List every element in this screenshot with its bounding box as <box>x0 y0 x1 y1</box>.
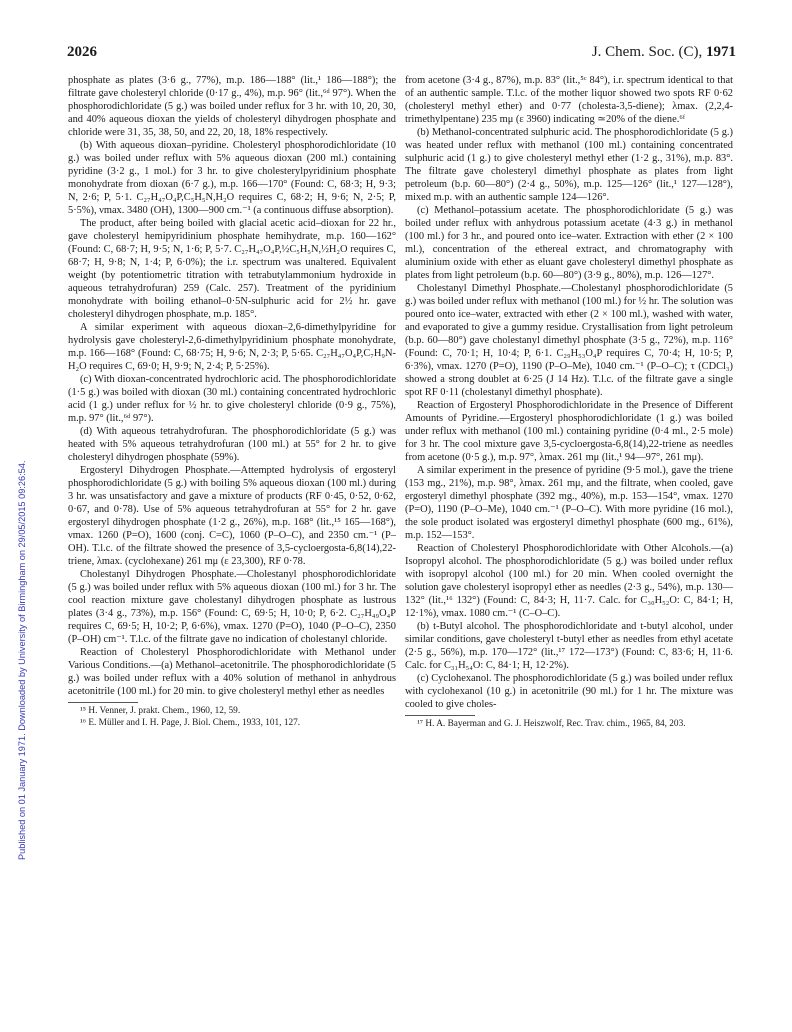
paragraph: (d) With aqueous tetrahydrofuran. The phosphorodichloridate (5 g.) was heated with 5% aqueous tetrahydrofuran (100 ml.) at 55° for 2 hr. to give cholesteryl dihydrogen phosphate (59%). <box>68 426 396 463</box>
paragraph: phosphate as plates (3·6 g., 77%), m.p. 186—188° (lit.,¹ 186—188°); the filtrate gave cholesteryl chloride (0·17 g., 4%), m.p. 96° (lit.,⁶ᵈ 97°). When the phosphorodichloridate (5 g.) was boiled under reflux for 3 hr. with 10, 20, 30, and 40% aqueous dioxan the yields of cholesteryl dihydrogen phosphate and chloride were 31, 35, 38, 50, and 22, 20, 18, 18% respectively. <box>68 75 396 138</box>
download-notice <box>6 180 27 860</box>
journal-name: J. Chem. Soc. (C), <box>591 44 703 60</box>
paragraph: A similar experiment in the presence of pyridine (9·5 mol.), gave the triene (153 mg., 21%), m.p. 98°, λmax. 261 mμ, and the filtrate, when cooled, gave ergosteryl dimethyl phosphate (392 mg., 40%), m.p. 153—154°, νmax. 1270 (P=O), 1190 (P–O–Me), 1040 cm.⁻¹ (P–O–C). With more pyridine (16 mol.), the sole product isolated was ergosteryl dimethyl phosphate (600 mg., 61%), m.p. 152—153°. <box>405 465 733 541</box>
paragraph: Reaction of Ergosteryl Phosphorodichloridate in the Presence of Different Amounts of Pyridine.—Ergosteryl phosphorodichloridate (1 g.) was boiled under reflux with methanol (100 ml.) containing pyridine (0·4 ml., 2·5 mole) for 3 hr. The cool mixture gave 3,5-cycloergosta-6,8(14),22-triene as needles from acetone (0·5 g.), m.p. 97°, λmax. 261 mμ (lit.,¹ 94—97°, 261 mμ). <box>405 400 733 463</box>
paragraph: (c) Methanol–potassium acetate. The phosphorodichloridate (5 g.) was boiled under reflux with anhydrous potassium acetate (4·3 g.) in methanol (100 ml.) for 3 hr., and poured onto ice–water. Extraction with ether (2 × 100 ml.), concentration of the ethereal extract, and chromatography with aluminium oxide with ether as eluant gave cholesteryl dimethyl phosphate as plates from light petroleum (b.p. 60—80°) (3·9 g., 80%), m.p. 126—127°. <box>405 205 733 281</box>
paragraph: (b) t-Butyl alcohol. The phosphorodichloridate and t-butyl alcohol, under similar conditions, gave cholesteryl t-butyl ether as needles from ethyl acetate (2·5 g., 56%), m.p. 170—172° (lit.,¹⁷ 172—173°) (Found: C, 83·6; H, 11·6. Calc. for C₃₁H₅₄O: C, 84·1; H, 12·2%). <box>405 621 733 671</box>
footnote: ¹⁵ H. Venner, J. prakt. Chem., 1960, 12, 59. <box>80 706 241 716</box>
paragraph: Reaction of Cholesteryl Phosphorodichloridate with Methanol under Various Conditions.—(a) Methanol–acetonitrile. The phosphorodichloridate (5 g.) was boiled under reflux with a 40% solution of methanol in anhydrous acetonitrile (100 ml.) for 20 min. to give cholesteryl methyl ether as needles <box>68 647 396 697</box>
paragraph: (b) With aqueous dioxan–pyridine. Cholesteryl phosphorodichloridate (10 g.) was boiled under reflux with 5% aqueous dioxan (200 ml.) containing pyridine (3·2 g., 1 mol.) for 3 hr. to give cholesterylpyridinium phosphate monohydrate from dioxan (6·7 g.), m.p. 166—170° (Found: C, 68·3; H, 9·3; N, 2·6; P, 5·1. C₂₇H₄₇O₄P,C₅H₅N,H₂O requires C, 68·2; H, 9·6; N, 2·5; P, 5·5%), νmax. 3480 (OH), 1300—900 cm.⁻¹ (a continuous diffuse absorption). <box>68 140 396 216</box>
footnote: ¹⁶ E. Müller and I. H. Page, J. Biol. Chem., 1933, 101, 127. <box>80 717 301 728</box>
paragraph: (b) Methanol-concentrated sulphuric acid. The phosphorodichloridate (5 g.) was heated under reflux with methanol (100 ml.) containing concentrated sulphuric acid (1 g.) to give cholesteryl methyl ether (1·2 g., 31%), m.p. 83°. The filtrate gave cholesteryl dimethyl phosphate as plates from light petroleum (b.p. 60—80°) (2·4 g., 50%), m.p. 125—126° (lit.,¹ 127—128°), mixed m.p. with an authentic sample 124—126°. <box>405 127 733 203</box>
paragraph: Cholestanyl Dihydrogen Phosphate.—Cholestanyl phosphorodichloridate (5 g.) was boiled under reflux with 5% aqueous dioxan (100 ml.) for 3 hr. The cool reaction mixture gave cholestanyl dihydrogen phosphate as lustrous plates (3·4 g., 73%), m.p. 156° (Found: C, 69·5; H, 10·0; P, 6·2. C₂₇H₄₉O₄P requires C, 69·5; H, 10·2; P, 6·6%), νmax. 1270 (P=O), 1040 (P–O–C), 2350 (P–OH) cm⁻¹. T.l.c. of the filtrate gave no indication of cholestanyl chloride. <box>68 569 396 645</box>
footnote: ¹⁷ H. A. Bayerman and G. J. Heiszwolf, Rec. Trav. chim., 1965, 84, 203. <box>417 719 686 729</box>
paragraph: from acetone (3·4 g., 87%), m.p. 83° (lit.,⁵ᶜ 84°), i.r. spectrum identical to that of an authentic sample. T.l.c. of the mother liquor showed two spots RF 0·62 (cholesteryl methyl ether) and 0·77 (cholesta-3,5-diene); λmax. (2,2,4-trimethylpentane) 235 mμ (ε 3960) indicating ≃20% of the diene.⁶ᶠ <box>405 75 733 125</box>
paragraph: The product, after being boiled with glacial acetic acid–dioxan for 22 hr., gave cholesteryl hemipyridinium phosphate hemihydrate, m.p. 160—162° (Found: C, 68·7; H, 9·5; N, 1·6; P, 5·7. C₂₇H₄₇O₄P,½C₅H₅N,½H₂O requires C, 68·7; H, 9·8; N, 1·4; P, 6·0%); the i.r. spectrum was unaltered. Equivalent weight (by potentiometric titration with tetrabutylammonium hydroxide in aqueous tetrahydrofuran) 259 (Calc. 257). Treatment of the pyridinium monohydrate with boiling ethanol–0·5N-sulphuric acid for 2½ hr. gave cholesteryl dihydrogen phosphate, m.p. 185°. <box>68 218 396 320</box>
footnote-rule <box>68 702 138 703</box>
download-notice-text[interactable]: Published on 01 January 1971. Downloaded by University of Birmingham on 29/05/2015 09:26:54. <box>17 460 27 860</box>
paragraph: (c) With dioxan-concentrated hydrochloric acid. The phosphorodichloridate (1·5 g.) was boiled with dioxan (30 ml.) containing concentrated hydrochloric acid (1 g.) under reflux for ½ hr. to give cholesteryl chloride (0·9 g., 75%), m.p. 97° (lit.,⁶ᵈ 97°). <box>68 374 396 424</box>
journal-year: 1971 <box>706 44 736 60</box>
paragraph: Ergosteryl Dihydrogen Phosphate.—Attempted hydrolysis of ergosteryl phosphorodichloridate (5 g.) with boiling 5% aqueous dioxan (100 ml.) during 3 hr. was unsatisfactory and gave a mixture of products (RF 0·45, 0·52, 0·62, 0·67, and 0·78). Use of 5% aqueous tetrahydrofuran at 55° for 2 hr. gave ergosteryl dihydrogen phosphate (1·2 g., 26%), m.p. 168° (lit.,¹⁵ 165—168°), νmax. 1260 (P=O), 1600 (conj. C=C), 1060 (P–O–C), and 2350 cm.⁻¹ (P–OH). T.l.c. of the filtrate showed the presence of 3,5-cycloergosta-6,8(14),22-triene, λmax. (cyclohexane) 261 mμ (ε 23,300), RF 0·78. <box>68 465 396 567</box>
left-column <box>68 74 396 729</box>
paragraph: Cholestanyl Dimethyl Phosphate.—Cholestanyl phosphorodichloridate (5 g.) was boiled under reflux with methanol (100 ml.) for ½ hr. The solution was poured onto ice–water, extracted with ether (2 × 100 ml.), washed with water, and evaporated to give a gummy residue. Crystallisation from light petroleum (b.p. 60—80°) gave cholestanyl dimethyl phosphate (3·5 g., 72%), m.p. 116° (Found: C, 70·1; H, 10·4; P, 6·1. C₂₉H₅₃O₄P requires C, 70·4; H, 10·5; P, 6·3%), νmax. 1270 (P=O), 1190 (P–O–Me), 1040 cm.⁻¹ (P–O–C); τ (CDCl₃) showed a strong doublet at 6·25 (J 14 Hz). T.l.c. of the filtrate gave a single spot RF 0·11 (cholestanyl dimethyl phosphate). <box>405 283 733 398</box>
right-column <box>405 74 733 731</box>
paragraph: (c) Cyclohexanol. The phosphorodichloridate (5 g.) was boiled under reflux with cyclohexanol (10 g.) in acetonitrile (90 ml.) for 1 hr. The mixture was cooled to give choles- <box>405 673 733 710</box>
paragraph: Reaction of Cholesteryl Phosphorodichloridate with Other Alcohols.—(a) Isopropyl alcohol. The phosphorodichloridate (5 g.) was boiled under reflux with isopropyl alcohol (100 ml.) for 20 min. When cooled overnight the solution gave cholesteryl isopropyl ether as needles (2·3 g., 54%), m.p. 130—132° (lit.,¹⁶ 132°) (Found: C, 84·3; H, 11·7. Calc. for C₃₀H₅₂O: C, 84·1; H, 12·1%), νmax. 1080 cm.⁻¹ (C–O–C). <box>405 543 733 619</box>
paragraph: A similar experiment with aqueous dioxan–2,6-dimethylpyridine for hydrolysis gave cholesteryl-2,6-dimethylpyridinium phosphate monohydrate, m.p. 166—168° (Found: C, 68·75; H, 9·6; N, 2·3; P, 5·65. C₂₇H₄₇O₄P,C₇H₉N-H₂O requires C, 69·0; H, 9·9; N, 2·4; P, 5·25%). <box>68 322 396 372</box>
journal-header <box>592 44 736 61</box>
page-number: 2026 <box>67 44 97 60</box>
footnote-rule <box>405 715 475 716</box>
